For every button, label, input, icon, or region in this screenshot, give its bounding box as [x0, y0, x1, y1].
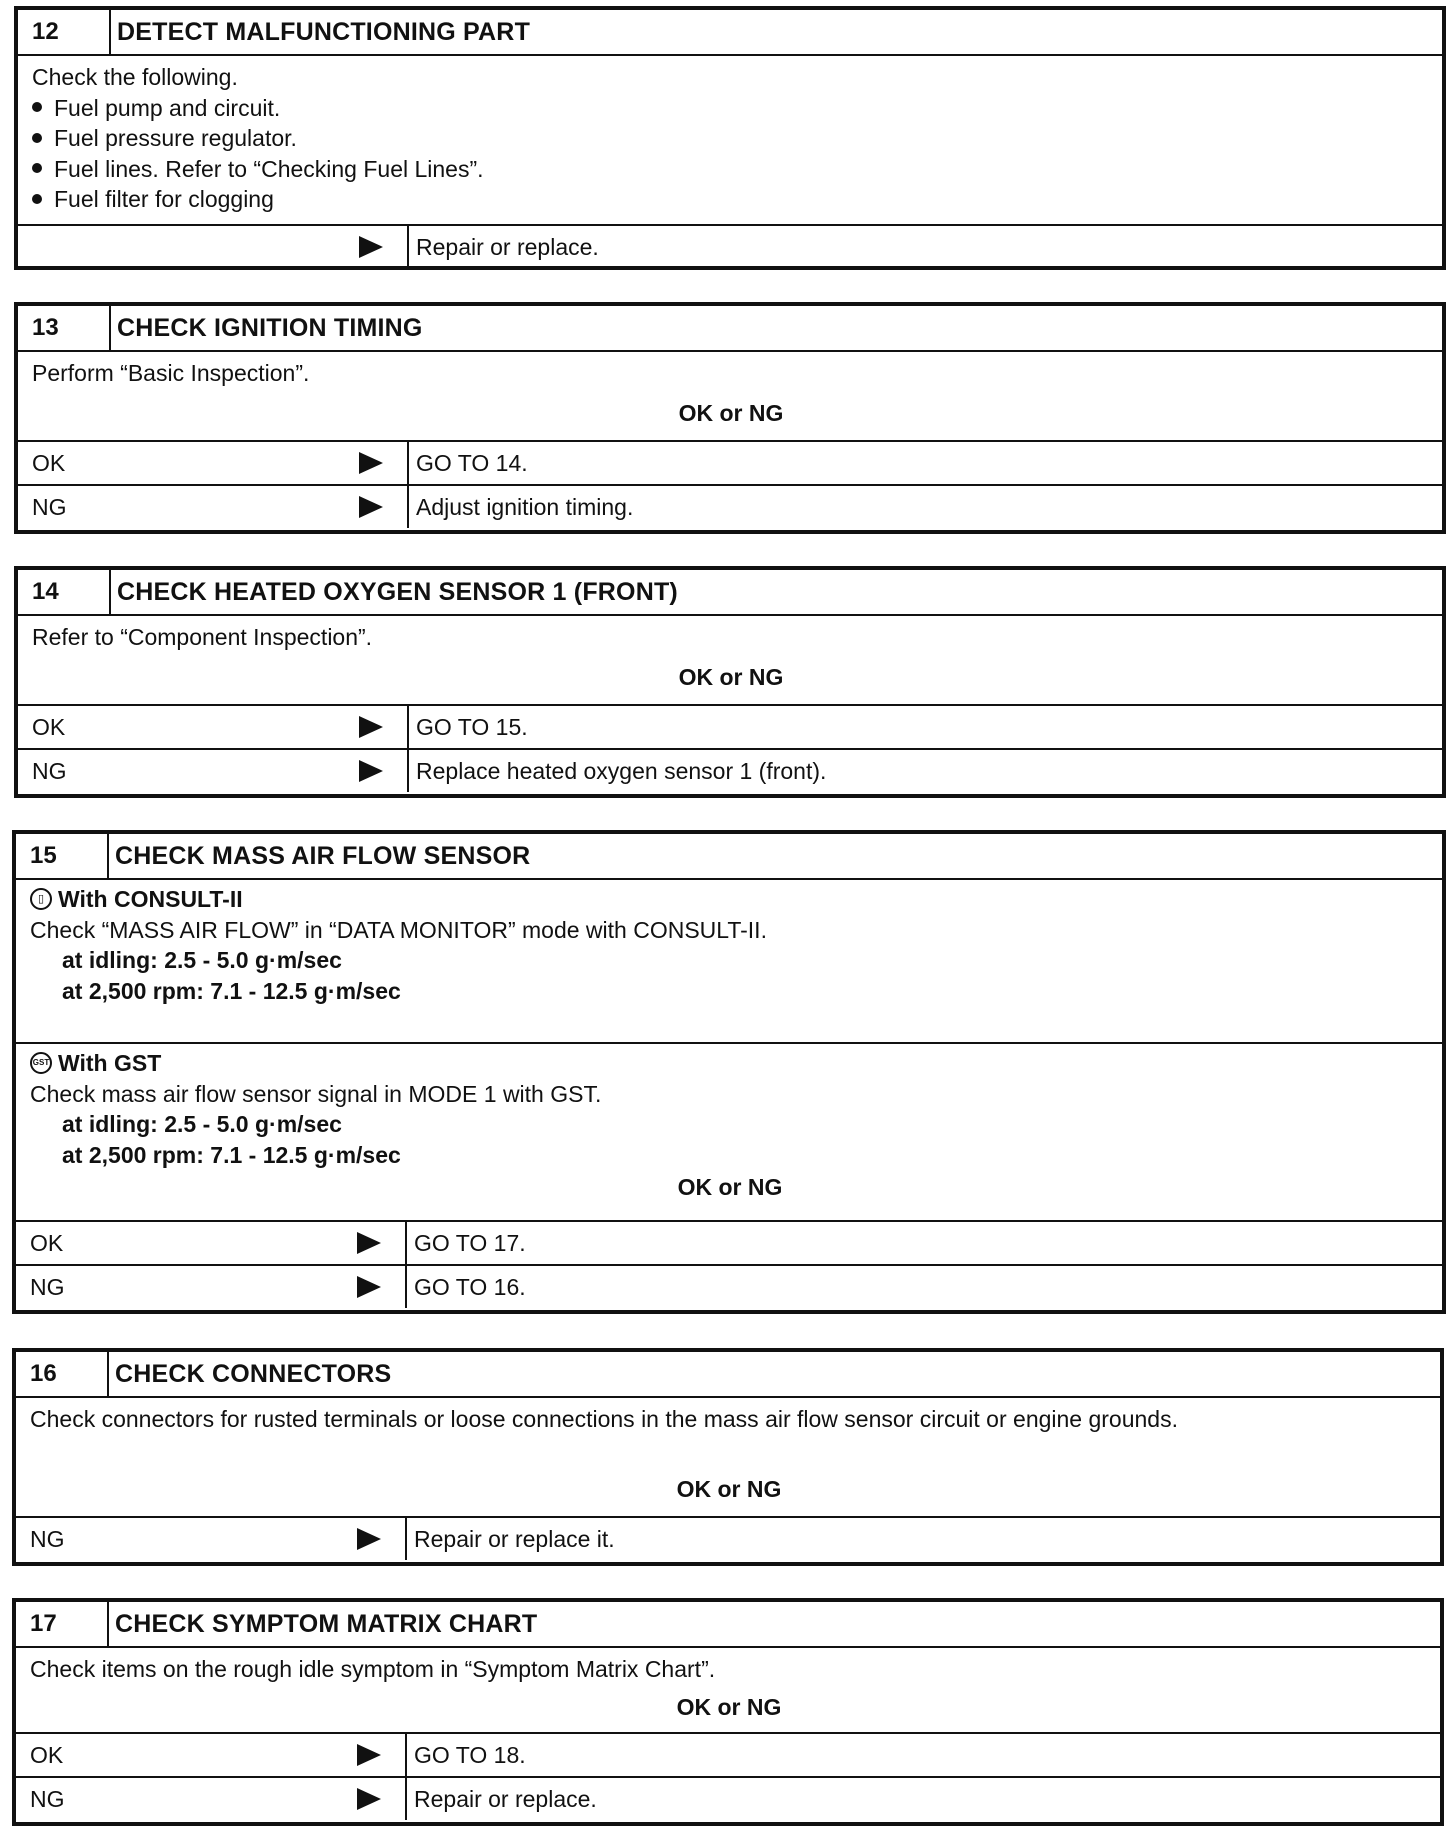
step-16-box — [12, 1348, 1444, 1566]
ok-or-ng-label: OK or NG — [676, 1476, 782, 1502]
step-instruction: Refer to “Component Inspection”. — [32, 624, 373, 650]
result-condition — [16, 1734, 407, 1776]
arrow-right-icon — [359, 236, 383, 258]
ok-or-ng-label: OK or NG — [678, 664, 784, 690]
gst-icon: GST — [30, 1052, 52, 1074]
result-condition — [18, 750, 409, 792]
result-action: GO TO 17. — [414, 1229, 526, 1256]
step-title: CHECK CONNECTORS — [115, 1359, 392, 1388]
arrow-right-icon — [359, 760, 383, 782]
check-item-text: Fuel pump and circuit. — [54, 94, 281, 121]
result-condition — [18, 486, 409, 528]
arrow-right-icon — [359, 452, 383, 474]
result-action: Replace heated oxygen sensor 1 (front). — [416, 757, 827, 784]
result-action: GO TO 18. — [414, 1741, 526, 1768]
arrow-right-icon — [359, 716, 383, 738]
step-title: CHECK IGNITION TIMING — [117, 313, 423, 342]
result-condition — [16, 1266, 407, 1308]
step-number: 15 — [16, 834, 109, 878]
step-title: CHECK MASS AIR FLOW SENSOR — [115, 841, 531, 870]
result-action: Adjust ignition timing. — [416, 493, 634, 520]
check-item — [32, 93, 1428, 124]
step-15-gst-section — [16, 1044, 1442, 1214]
step-title: CHECK HEATED OXYGEN SENSOR 1 (FRONT) — [117, 577, 678, 606]
result-row-ng — [18, 748, 1442, 792]
step-instruction: Check the following. — [32, 64, 238, 90]
arrow-right-icon — [359, 496, 383, 518]
gst-heading-text: With GST — [58, 1050, 162, 1076]
ok-label: OK — [32, 449, 66, 476]
step-12-body — [18, 56, 1442, 228]
result-action: Repair or replace. — [416, 233, 599, 260]
step-16-body — [16, 1398, 1440, 1518]
arrow-right-icon — [357, 1528, 381, 1550]
check-item — [32, 184, 1428, 215]
result-condition — [18, 706, 409, 748]
result-row-ng — [16, 1516, 1440, 1560]
step-number: 12 — [18, 10, 111, 54]
result-row-ok — [18, 704, 1442, 748]
consult-instruction: Check “MASS AIR FLOW” in “DATA MONITOR” mode with CONSULT-II. — [30, 916, 767, 943]
result-action: GO TO 15. — [416, 713, 528, 740]
consult-icon: ▯ — [30, 888, 52, 910]
arrow-right-icon — [357, 1232, 381, 1254]
ok-or-ng-label: OK or NG — [678, 400, 784, 426]
step-17-box — [12, 1598, 1444, 1826]
ok-label: OK — [30, 1229, 64, 1256]
result-condition — [16, 1518, 407, 1560]
result-action: Repair or replace it. — [414, 1525, 615, 1552]
step-13-header — [18, 306, 1442, 352]
step-instruction: Check connectors for rusted terminals or loose connections in the mass air flow sensor circuit or engine grounds. — [30, 1406, 1178, 1432]
result-row — [18, 224, 1442, 268]
ng-label: NG — [32, 757, 67, 784]
bullet-icon — [32, 133, 42, 143]
bullet-icon — [32, 102, 42, 112]
gst-instruction: Check mass air flow sensor signal in MODE 1 with GST. — [30, 1080, 602, 1107]
step-14-box — [14, 566, 1446, 798]
ng-label: NG — [30, 1525, 65, 1552]
step-14-header — [18, 570, 1442, 616]
ok-or-ng-label: OK or NG — [676, 1694, 782, 1720]
ok-or-ng-label: OK or NG — [677, 1174, 783, 1200]
step-12-header — [18, 10, 1442, 56]
spec-idling: at idling: 2.5 - 5.0 g·m/sec — [62, 947, 342, 973]
ok-label: OK — [32, 713, 66, 740]
step-title: DETECT MALFUNCTIONING PART — [117, 17, 531, 46]
consult-heading-text: With CONSULT-II — [58, 886, 243, 912]
check-item-text: Fuel lines. Refer to “Checking Fuel Lines”. — [54, 155, 484, 182]
result-action: Repair or replace. — [414, 1785, 597, 1812]
consult-heading — [30, 884, 1428, 915]
result-action: GO TO 14. — [416, 449, 528, 476]
step-instruction: Check items on the rough idle symptom in “Symptom Matrix Chart”. — [30, 1656, 716, 1682]
check-item-text: Fuel filter for clogging — [54, 186, 274, 212]
result-row-ng — [16, 1776, 1440, 1820]
step-13-box — [14, 302, 1446, 534]
step-number: 16 — [16, 1352, 109, 1396]
step-instruction: Perform “Basic Inspection”. — [32, 360, 310, 386]
step-15-box — [12, 830, 1446, 1314]
ng-label: NG — [30, 1273, 65, 1300]
step-15-consult-section — [16, 880, 1442, 1044]
result-condition — [18, 442, 409, 484]
ng-label: NG — [32, 493, 67, 520]
check-item-text: Fuel pressure regulator. — [54, 125, 297, 151]
step-14-body — [18, 616, 1442, 706]
result-condition — [16, 1222, 407, 1264]
result-action: GO TO 16. — [414, 1273, 526, 1300]
bullet-icon — [32, 163, 42, 173]
result-row-ng — [16, 1264, 1442, 1308]
spec-2500rpm: at 2,500 rpm: 7.1 - 12.5 g·m/sec — [62, 1141, 401, 1168]
spec-idling: at idling: 2.5 - 5.0 g·m/sec — [62, 1111, 342, 1137]
check-item — [32, 154, 1428, 185]
check-item — [32, 123, 1428, 154]
step-number: 13 — [18, 306, 111, 350]
step-17-body — [16, 1648, 1440, 1734]
step-15-header — [16, 834, 1442, 880]
step-16-header — [16, 1352, 1440, 1398]
result-condition — [18, 226, 409, 268]
result-row-ok — [16, 1220, 1442, 1264]
result-row-ok — [18, 440, 1442, 484]
arrow-right-icon — [357, 1276, 381, 1298]
ok-label: OK — [30, 1741, 64, 1768]
step-13-body — [18, 352, 1442, 442]
result-row-ok — [16, 1732, 1440, 1776]
step-12-box — [14, 6, 1446, 270]
result-row-ng — [18, 484, 1442, 528]
step-title: CHECK SYMPTOM MATRIX CHART — [115, 1609, 538, 1638]
gst-heading — [30, 1048, 1428, 1079]
arrow-right-icon — [357, 1788, 381, 1810]
step-17-header — [16, 1602, 1440, 1648]
arrow-right-icon — [357, 1744, 381, 1766]
bullet-icon — [32, 194, 42, 204]
result-condition — [16, 1778, 407, 1820]
spec-2500rpm: at 2,500 rpm: 7.1 - 12.5 g·m/sec — [62, 977, 401, 1004]
ng-label: NG — [30, 1785, 65, 1812]
step-number: 14 — [18, 570, 111, 614]
step-number: 17 — [16, 1602, 109, 1646]
